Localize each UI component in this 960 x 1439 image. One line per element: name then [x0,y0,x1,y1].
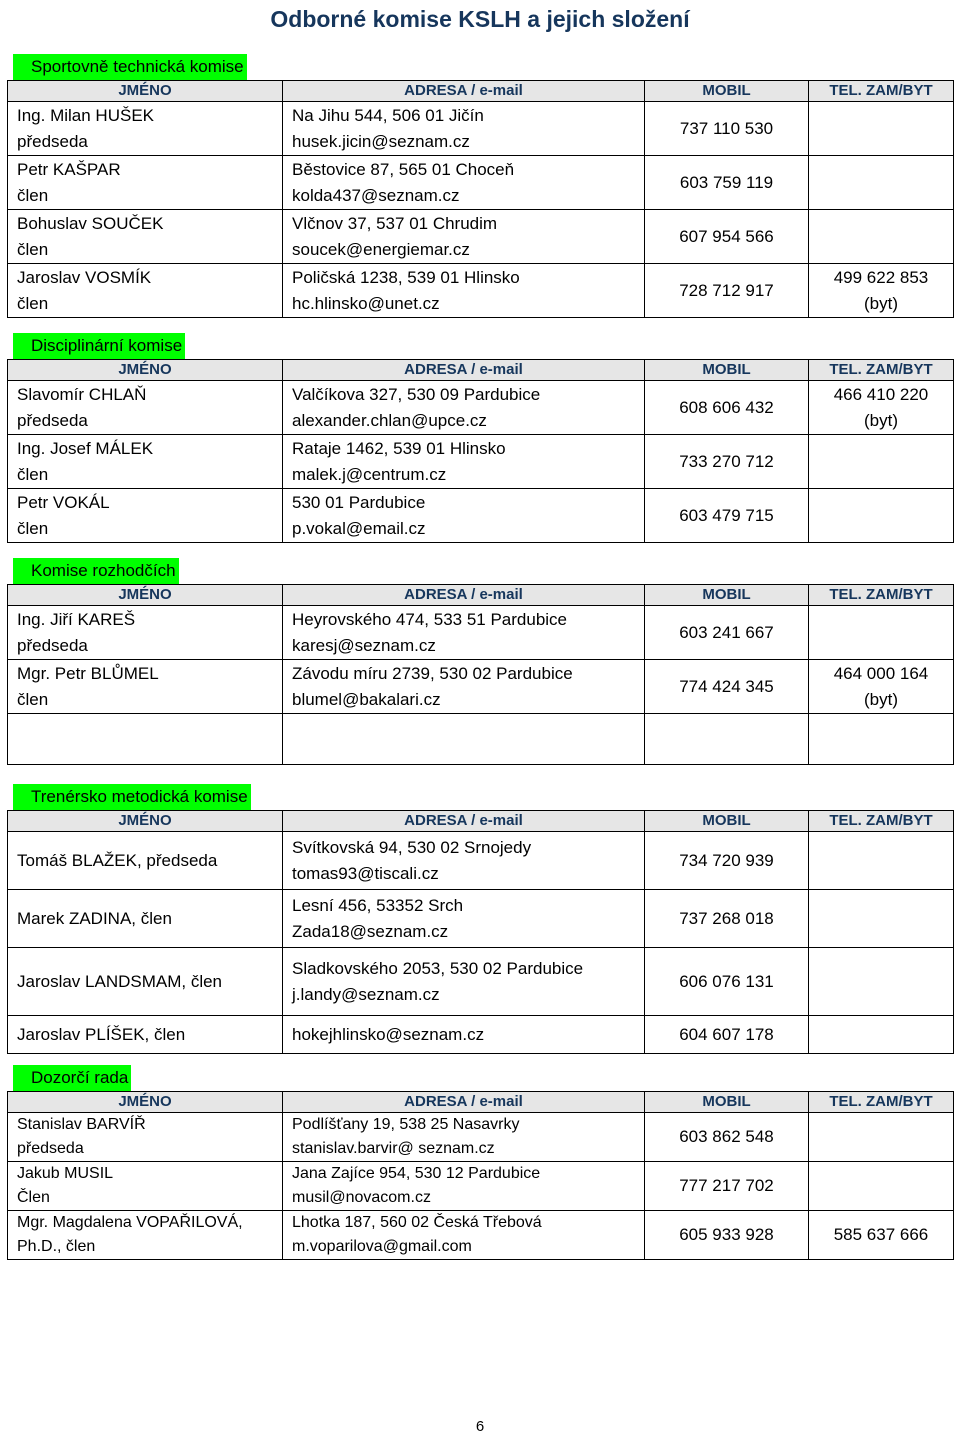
address-cell [283,1211,645,1260]
section-title: Dozorčí rada [13,1065,131,1091]
cell-line: musil@novacom.cz [292,1189,431,1206]
mobile-cell: 604 607 178 [645,1016,809,1054]
column-header-address: ADRESA / e-mail [283,585,645,606]
table-header-row [8,811,954,832]
address-cell [283,435,645,489]
empty-cell [809,714,954,765]
committee-section [7,52,953,318]
mobile-cell: 606 076 131 [645,948,809,1016]
column-header-mobile: MOBIL [645,81,809,102]
mobile-cell: 603 479 715 [645,489,809,543]
name-cell [8,1211,283,1260]
cell-line: alexander.chlan@upce.cz [292,410,487,430]
cell-line: Poličská 1238, 539 01 Hlinsko [292,267,520,287]
cell-line: Běstovice 87, 565 01 Choceň [292,159,515,179]
tel-cell [809,264,954,318]
mobile-cell: 603 759 119 [645,156,809,210]
cell-line: Heyrovského 474, 533 51 Pardubice [292,609,568,629]
name-cell [8,102,283,156]
table-row [8,832,954,890]
cell-line: Podlíšťany 19, 538 25 Nasavrky [292,1116,520,1133]
tel-cell [809,1113,954,1162]
cell-line: Člen [17,1189,50,1206]
cell-line: předseda [17,131,88,151]
table-row [8,489,954,543]
cell-line: člen [17,689,49,709]
empty-row [8,714,954,765]
cell-line: předseda [17,635,88,655]
empty-cell [283,714,645,765]
name-cell [8,489,283,543]
committee-table [7,1091,954,1260]
table-row [8,435,954,489]
table-row [8,1113,954,1162]
address-cell [283,264,645,318]
mobile-cell: 734 720 939 [645,832,809,890]
cell-line: blumel@bakalari.cz [292,689,441,709]
column-header-address: ADRESA / e-mail [283,360,645,381]
cell-line: hc.hlinsko@unet.cz [292,293,440,313]
tel-cell [809,606,954,660]
empty-cell [645,714,809,765]
section-title: Trenérsko metodická komise [13,784,251,810]
mobile-cell: 603 241 667 [645,606,809,660]
table-header-row [8,1092,954,1113]
cell-line: Petr VOKÁL [17,492,110,512]
cell-line: j.landy@seznam.cz [292,984,440,1004]
mobile-cell: 605 933 928 [645,1211,809,1260]
section-header [7,782,953,810]
cell-line: Ing. Milan HUŠEK [17,105,154,125]
name-cell [8,156,283,210]
page-title: Odborné komise KSLH a jejich složení [270,6,690,32]
table-row [8,1211,954,1260]
table-header-row [8,360,954,381]
tel-cell [809,660,954,714]
column-header-mobile: MOBIL [645,360,809,381]
mobile-cell: 774 424 345 [645,660,809,714]
table-row [8,1162,954,1211]
cell-line: Sladkovského 2053, 530 02 Pardubice [292,958,584,978]
committee-section [7,782,953,1054]
mobile-cell: 728 712 917 [645,264,809,318]
table-row [8,210,954,264]
column-header-name: JMÉNO [8,1092,283,1113]
cell-line: Ing. Josef MÁLEK [17,438,154,458]
tel-cell [809,1211,954,1260]
table-row [8,660,954,714]
cell-line: stanislav.barvir@ seznam.cz [292,1140,495,1157]
cell-line: Na Jihu 544, 506 01 Jičín [292,105,484,125]
column-header-name: JMÉNO [8,585,283,606]
tel-cell [809,156,954,210]
address-cell [283,1113,645,1162]
committee-table [7,810,954,1054]
column-header-mobile: MOBIL [645,1092,809,1113]
cell-line: Lhotka 187, 560 02 Česká Třebová [292,1214,542,1231]
address-cell [283,156,645,210]
cell-line: Rataje 1462, 539 01 Hlinsko [292,438,506,458]
mobile-cell: 733 270 712 [645,435,809,489]
cell-line: Ph.D., člen [17,1238,96,1255]
mobile-cell: 737 110 530 [645,102,809,156]
committee-section [7,556,953,765]
column-header-address: ADRESA / e-mail [283,811,645,832]
column-header-name: JMÉNO [8,811,283,832]
address-cell [283,606,645,660]
column-header-mobile: MOBIL [645,585,809,606]
cell-line: Slavomír CHLAŇ [17,384,147,404]
name-cell [8,435,283,489]
cell-line: husek.jicin@seznam.cz [292,131,470,151]
mobile-cell: 777 217 702 [645,1162,809,1211]
cell-line: p.vokal@email.cz [292,518,426,538]
column-header-tel: TEL. ZAM/BYT [809,1092,954,1113]
address-cell [283,489,645,543]
tel-cell [809,435,954,489]
cell-line: Bohuslav SOUČEK [17,213,164,233]
table-row [8,890,954,948]
table-row [8,156,954,210]
column-header-tel: TEL. ZAM/BYT [809,81,954,102]
cell-line: člen [17,518,49,538]
section-header [7,331,953,359]
name-cell [8,606,283,660]
table-row [8,102,954,156]
cell-line: malek.j@centrum.cz [292,464,447,484]
cell-line: (byt) [864,410,898,430]
tel-cell [809,489,954,543]
cell-line: člen [17,464,49,484]
column-header-tel: TEL. ZAM/BYT [809,585,954,606]
column-header-tel: TEL. ZAM/BYT [809,360,954,381]
address-cell [283,948,645,1016]
cell-line: 499 622 853 [833,267,929,287]
committee-table [7,584,954,765]
table-row [8,264,954,318]
cell-line: člen [17,239,49,259]
cell-line: Svítkovská 94, 530 02 Srnojedy [292,837,532,857]
name-cell [8,210,283,264]
cell-line: člen [17,185,49,205]
address-cell [283,1016,645,1054]
table-row [8,381,954,435]
cell-line: člen [17,293,49,313]
cell-line: Jakub MUSIL [17,1165,114,1182]
section-header [7,52,953,80]
address-cell [283,381,645,435]
name-cell [8,381,283,435]
name-cell [8,1016,283,1054]
cell-line: (byt) [864,689,898,709]
column-header-name: JMÉNO [8,360,283,381]
tel-cell [809,890,954,948]
name-cell [8,948,283,1016]
cell-line: Mgr. Magdalena VOPAŘILOVÁ, [17,1214,243,1231]
name-cell [8,1113,283,1162]
committee-table [7,359,954,543]
address-cell [283,102,645,156]
column-header-address: ADRESA / e-mail [283,1092,645,1113]
cell-line: hokejhlinsko@seznam.cz [292,1024,485,1044]
cell-line: kolda437@seznam.cz [292,185,460,205]
cell-line: Valčíkova 327, 530 09 Pardubice [292,384,541,404]
mobile-cell: 607 954 566 [645,210,809,264]
cell-line: Tomáš BLAŽEK, předseda [17,850,218,870]
tel-cell [809,102,954,156]
cell-line: karesj@seznam.cz [292,635,436,655]
cell-line: 464 000 164 [833,663,929,683]
table-row [8,1016,954,1054]
committee-section [7,1063,953,1260]
cell-line: Jaroslav VOSMÍK [17,267,152,287]
tel-cell [809,948,954,1016]
name-cell [8,1162,283,1211]
tel-cell [809,832,954,890]
tel-cell [809,381,954,435]
section-title: Sportovně technická komise [13,54,247,80]
cell-line: soucek@energiemar.cz [292,239,470,259]
table-row [8,948,954,1016]
section-title: Disciplinární komise [13,333,185,359]
cell-line: Vlčnov 37, 537 01 Chrudim [292,213,498,233]
page-number: 6 [475,1418,485,1435]
section-header [7,556,953,584]
cell-line: 585 637 666 [833,1225,929,1244]
cell-line: Ing. Jiří KAREŠ [17,609,136,629]
address-cell [283,890,645,948]
mobile-cell: 608 606 432 [645,381,809,435]
cell-line: m.voparilova@gmail.com [292,1238,472,1255]
section-title: Komise rozhodčích [13,558,179,584]
table-header-row [8,585,954,606]
address-cell [283,660,645,714]
cell-line: 530 01 Pardubice [292,492,426,512]
column-header-tel: TEL. ZAM/BYT [809,811,954,832]
column-header-address: ADRESA / e-mail [283,81,645,102]
cell-line: Zada18@seznam.cz [292,921,449,941]
tel-cell [809,1162,954,1211]
address-cell [283,1162,645,1211]
name-cell [8,832,283,890]
table-header-row [8,81,954,102]
name-cell [8,890,283,948]
tel-cell [809,210,954,264]
column-header-name: JMÉNO [8,81,283,102]
section-header [7,1063,953,1091]
cell-line: (byt) [864,293,898,313]
cell-line: Stanislav BARVÍŘ [17,1116,146,1133]
cell-line: Petr KAŠPAR [17,159,121,179]
column-header-mobile: MOBIL [645,811,809,832]
address-cell [283,210,645,264]
name-cell [8,264,283,318]
mobile-cell: 603 862 548 [645,1113,809,1162]
cell-line: Jaroslav PLÍŠEK, člen [17,1024,186,1044]
cell-line: předseda [17,410,88,430]
cell-line: Jaroslav LANDSMAM, člen [17,971,223,991]
table-row [8,606,954,660]
name-cell [8,660,283,714]
empty-cell [8,714,283,765]
committee-section [7,331,953,543]
committee-table [7,80,954,318]
address-cell [283,832,645,890]
tel-cell [809,1016,954,1054]
cell-line: Mgr. Petr BLŮMEL [17,663,159,683]
mobile-cell: 737 268 018 [645,890,809,948]
cell-line: 466 410 220 [833,384,929,404]
cell-line: Marek ZADINA, člen [17,908,172,928]
cell-line: tomas93@tiscali.cz [292,863,439,883]
cell-line: Lesní 456, 53352 Srch [292,895,464,915]
cell-line: předseda [17,1140,84,1157]
cell-line: Jana Zajíce 954, 530 12 Pardubice [292,1165,541,1182]
cell-line: Závodu míru 2739, 530 02 Pardubice [292,663,573,683]
